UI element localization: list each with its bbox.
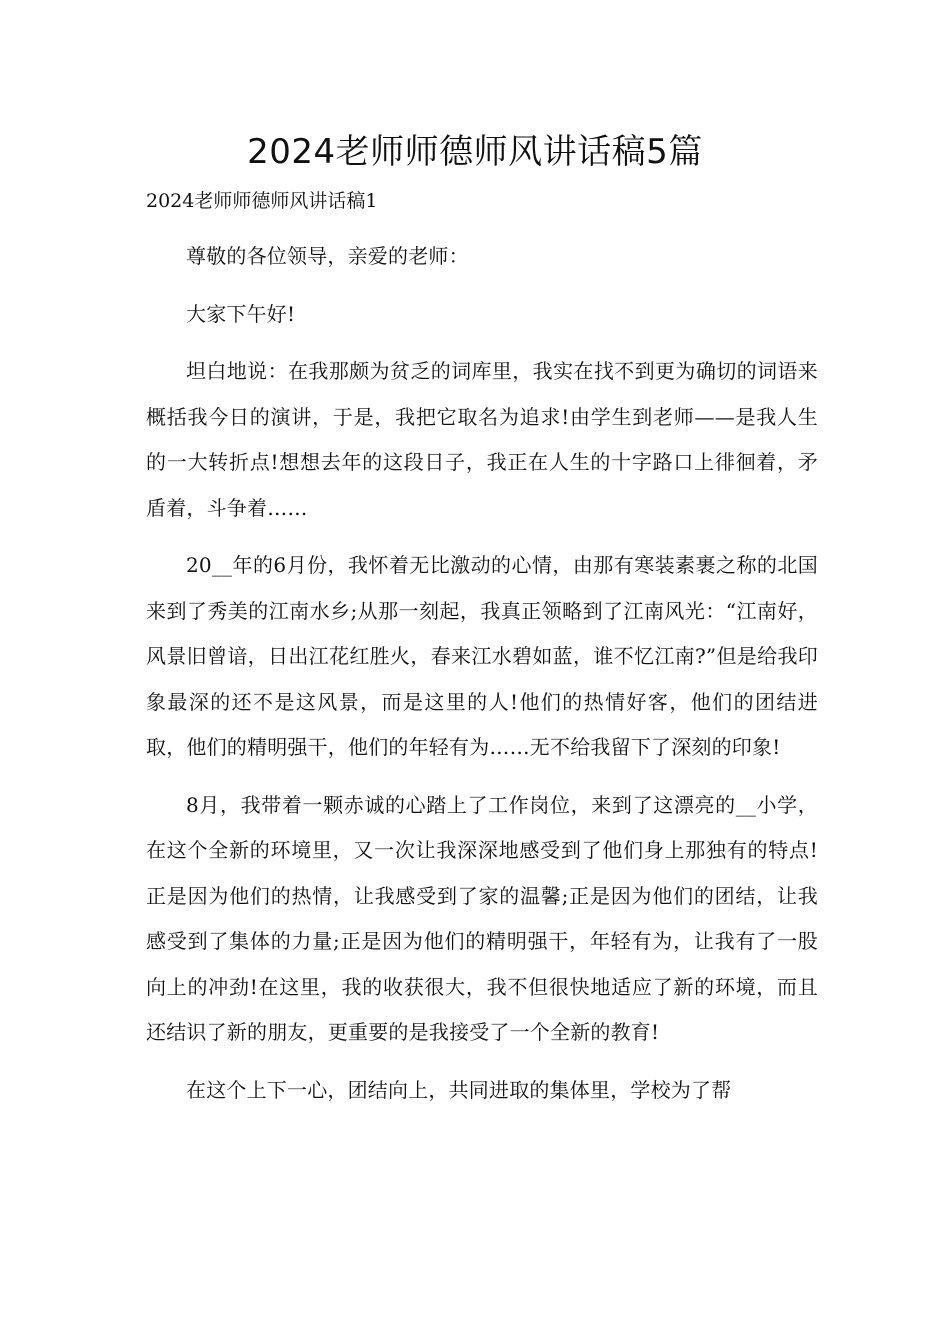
paragraph-greeting: 大家下午好! [186, 301, 296, 326]
document-body [146, 234, 818, 1125]
paragraph-salutation: 尊敬的各位领导，亲爱的老师： [186, 244, 469, 268]
paragraph-school: 8月，我带着一颗赤诚的心踏上了工作岗位，来到了这漂亮的__小学，在这个全新的环境里，又一次让我深深地感受到了他们身上那独有的特点!正是因为他们的热情，让我感受到了家的温馨;正是因为他们的团结，让我感受到了集体的力量;正是因为他们的精明强干，年轻有为，让我有了一股向上的冲劲!在这里，我的收获很大，我不但很快地适应了新的环境，而且还结识了新的朋友，更重要的是我接受了一个全新的教育! [146, 792, 818, 1044]
paragraph-collective: 在这个上下一心，团结向上，共同进取的集体里，学校为了帮 [186, 1077, 732, 1102]
paragraph-arrival: 20__年的6月份，我怀着无比激动的心情，由那有寒装素裹之称的北国来到了秀美的江南水乡;从那一刻起，我真正领略到了江南风光：“江南好，风景旧曾谙，日出江花红胜火，春来江水碧如蓝，谁不忆江南?”但是给我印象最深的还不是这风景，而是这里的人!他们的热情好客，他们的团结进取，他们的精明强干，他们的年轻有为……无不给我留下了深刻的印象! [146, 553, 818, 759]
section-heading: 2024老师师德师风讲话稿1 [146, 190, 378, 212]
paragraph-intro: 坦白地说：在我那颇为贫乏的词库里，我实在找不到更为确切的词语来概括我今日的演讲，于是，我把它取名为追求!由学生到老师——是我人生的一大转折点!想想去年的这段日子，我正在人生的十字路口上徘徊着，矛盾着，斗争着…… [146, 359, 818, 520]
document-title: 2024老师师德师风讲话稿5篇 [247, 132, 703, 172]
